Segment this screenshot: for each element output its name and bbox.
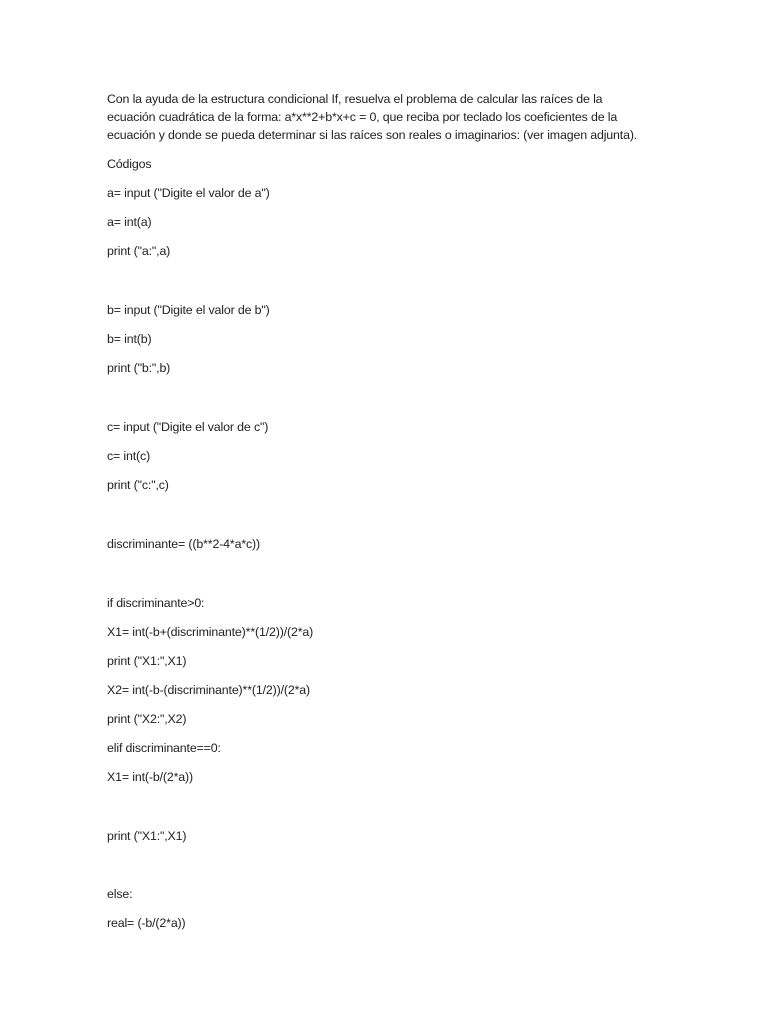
code-line: c= input ("Digite el valor de c") — [107, 420, 269, 434]
code-line: print ("b:",b) — [107, 361, 171, 375]
intro-paragraph — [107, 92, 667, 143]
code-line: discriminante= ((b**2-4*a*c)) — [107, 537, 261, 551]
code-line: X1= int(-b/(2*a)) — [107, 770, 193, 784]
code-line: elif discriminante==0: — [107, 741, 221, 755]
document-body — [107, 92, 667, 931]
code-line: X1= int(-b+(discriminante)**(1/2))/(2*a) — [107, 625, 314, 639]
intro-line: Con la ayuda de la estructura condicional If, resuelva el problema de calcular las raíces de la — [107, 92, 603, 106]
code-section — [107, 157, 667, 931]
code-line: if discriminante>0: — [107, 596, 205, 610]
code-line: b= int(b) — [107, 332, 152, 346]
code-line: b= input ("Digite el valor de b") — [107, 303, 270, 317]
code-line: a= int(a) — [107, 215, 152, 229]
code-line: print ("a:",a) — [107, 244, 171, 258]
code-line: c= int(c) — [107, 449, 151, 463]
code-line: print ("X2:",X2) — [107, 712, 187, 726]
code-line: else: — [107, 887, 133, 901]
code-line: print ("c:",c) — [107, 478, 169, 492]
code-line: real= (-b/(2*a)) — [107, 916, 186, 930]
code-line: print ("X1:",X1) — [107, 654, 187, 668]
code-line: X2= int(-b-(discriminante)**(1/2))/(2*a) — [107, 683, 310, 697]
code-line: print ("X1:",X1) — [107, 829, 187, 843]
intro-line: ecuación y donde se pueda determinar si las raíces son reales o imaginarios: (ver imagen adjunta). — [107, 128, 638, 142]
code-line: a= input ("Digite el valor de a") — [107, 186, 270, 200]
intro-line: ecuación cuadrática de la forma: a*x**2+b*x+c = 0, que reciba por teclado los coeficientes de la — [107, 110, 618, 124]
section-heading: Códigos — [107, 157, 152, 171]
